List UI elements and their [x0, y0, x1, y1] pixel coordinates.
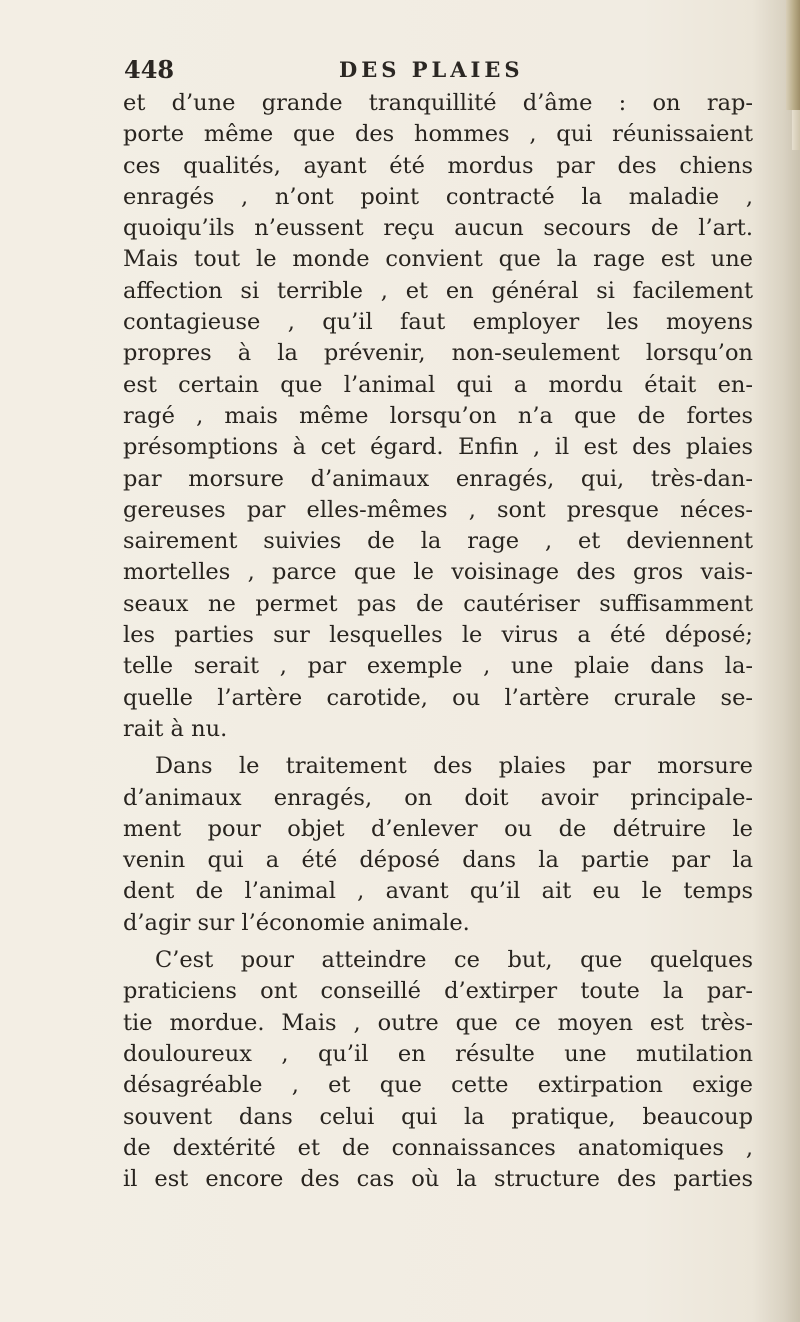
text-line: quoiqu’ils n’eussent reçu aucun secours de l’art. [123, 215, 753, 242]
text-line: mortelles , parce que le voisinage des gros vais- [123, 559, 753, 586]
text-line: présomptions à cet égard. Enfin , il est des plaies [123, 434, 753, 461]
text-line: gereuses par elles-mêmes , sont presque néces- [123, 496, 753, 523]
text-line: ragé , mais même lorsqu’on n’a que de fortes [123, 402, 753, 429]
page-header [124, 55, 724, 89]
text-line: C’est pour atteindre ce but, que quelques [155, 947, 753, 974]
text-line: douloureux , qu’il en résulte une mutilation [123, 1040, 753, 1067]
text-line: enragés , n’ont point contracté la maladie , [123, 183, 753, 210]
text-line: rait à nu. [123, 715, 228, 742]
text-line: tie mordue. Mais , outre que ce moyen est très- [123, 1009, 753, 1036]
text-line: ces qualités, ayant été mordus par des chiens [123, 152, 753, 179]
page-edge-shadow [786, 0, 800, 110]
page-edge-shadow-lower [792, 110, 800, 150]
text-line: dent de l’animal , avant qu’il ait eu le temps [123, 878, 753, 905]
text-line: praticiens ont conseillé d’extirper toute la par- [123, 978, 753, 1005]
text-line: affection si terrible , et en général si facilement [123, 277, 753, 304]
text-line: ment pour objet d’enlever ou de détruire le [123, 815, 753, 842]
body-text [123, 88, 753, 1195]
text-line: quelle l’artère carotide, ou l’artère crurale se- [123, 684, 753, 711]
text-line: est certain que l’animal qui a mordu était en- [123, 371, 753, 398]
text-line: contagieuse , qu’il faut employer les moyens [123, 309, 753, 336]
text-line: sairement suivies de la rage , et deviennent [123, 528, 753, 555]
text-line: de dextérité et de connaissances anatomiques , [123, 1134, 753, 1161]
text-line: seaux ne permet pas de cautériser suffisamment [123, 590, 753, 617]
text-line: porte même que des hommes , qui réunissaient [123, 121, 753, 148]
text-line: Mais tout le monde convient que la rage est une [123, 246, 753, 273]
text-line: venin qui a été déposé dans la partie par la [123, 847, 753, 874]
text-line: d’agir sur l’économie animale. [123, 909, 470, 936]
text-line: souvent dans celui qui la pratique, beaucoup [123, 1103, 753, 1130]
text-line: et d’une grande tranquillité d’âme : on rap- [123, 90, 753, 116]
running-head: DES PLAIES [339, 57, 524, 82]
text-line: désagréable , et que cette extirpation exige [123, 1072, 753, 1099]
text-line: les parties sur lesquelles le virus a été déposé; [123, 622, 753, 649]
text-line: telle serait , par exemple , une plaie dans la- [123, 653, 753, 680]
text-line: d’animaux enragés, on doit avoir principale- [123, 784, 753, 811]
text-line: propres à la prévenir, non-seulement lorsqu’on [123, 340, 753, 367]
text-line: par morsure d’animaux enragés, qui, très-dan- [123, 465, 753, 492]
text-line: Dans le traitement des plaies par morsure [155, 753, 753, 780]
text-line: il est encore des cas où la structure des parties [123, 1166, 753, 1193]
page-number: 448 [124, 55, 175, 84]
